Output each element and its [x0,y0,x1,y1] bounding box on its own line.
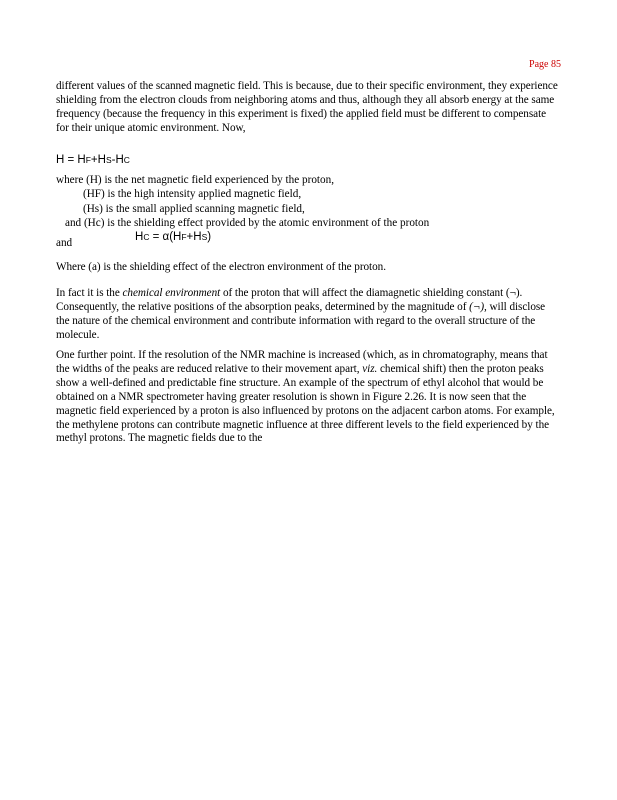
formula-part: H [135,231,144,243]
text-run: of the proton that will affect the diamagnetic shielding constant (¬). Consequently, the relative positions of the absorption peaks, determined by the magnitude of [56,287,523,313]
formula-sub: C [143,232,150,242]
formula-sub: F [85,155,91,165]
paragraph-where: Where (a) is the shielding effect of the electron environment of the proton. [56,261,386,273]
formula-sub: F [181,232,187,242]
formula-sub: C [123,155,130,165]
formula-part: -H [111,154,124,166]
text-run: will disclose the nature of the chemical environment and contribute information with regard to the overall structure of the molecule. [56,300,546,341]
formula-sub: S [201,232,208,242]
formula-shielding [135,231,211,243]
paragraph-intro: different values of the scanned magnetic field. This is because, due to their specific environment, they experience shielding from the electron clouds from neighboring atoms and thus, although they all absorb energy at the same frequency (because the frequency in this experiment is fixed) the applied field must be different to compensate for their unique atomic environment. Now, [56,80,558,134]
page-number: Page 85 [529,59,561,70]
emphasis-text: (¬), [469,300,487,313]
paragraph-chemical-environment [56,287,561,343]
definition-line: and (Hc) is the shielding effect provided by the atomic environment of the proton [65,216,430,229]
formula-part: +H [90,154,106,166]
formula-part: +H [186,231,202,243]
paragraph-resolution [56,349,561,446]
formula-net-field [56,154,130,166]
definitions-list [56,173,561,230]
formula-part: = α(H [149,231,182,243]
formula-part: H = H [56,154,86,166]
text-run: In fact it is the [56,287,123,299]
formula-sub: S [105,155,112,165]
text-run: One further point. If the resolution of the NMR machine is increased (which, as in chromatography, means that the widths of the peaks are reduced relative to their movement apart, [56,349,548,375]
formula-part: ) [207,231,212,243]
definition-line: (HF) is the high intensity applied magnetic field, [83,188,302,201]
definition-line: (Hs) is the small applied scanning magnetic field, [83,202,305,215]
definition-line: where (H) is the net magnetic field experienced by the proton, [56,174,335,186]
and-label: and [56,237,73,249]
text-run: chemical shift) then the proton peaks show a well-defined and predictable fine structure. An example of the spectrum of ethyl alcohol that would be obtained on a NMR spectrometer having greater resolution is shown in Figure 2.26. It is now seen that the magnetic field experienced by a proton is also influenced by protons on the adjacent carbon atoms. For example, the methylene protons can contribute magnetic influence at three different levels to the field experienced by the methyl protons. The magnetic fields due to the [56,362,555,445]
emphasis-text: viz. [362,362,378,375]
emphasis-text: chemical environment [122,287,221,299]
